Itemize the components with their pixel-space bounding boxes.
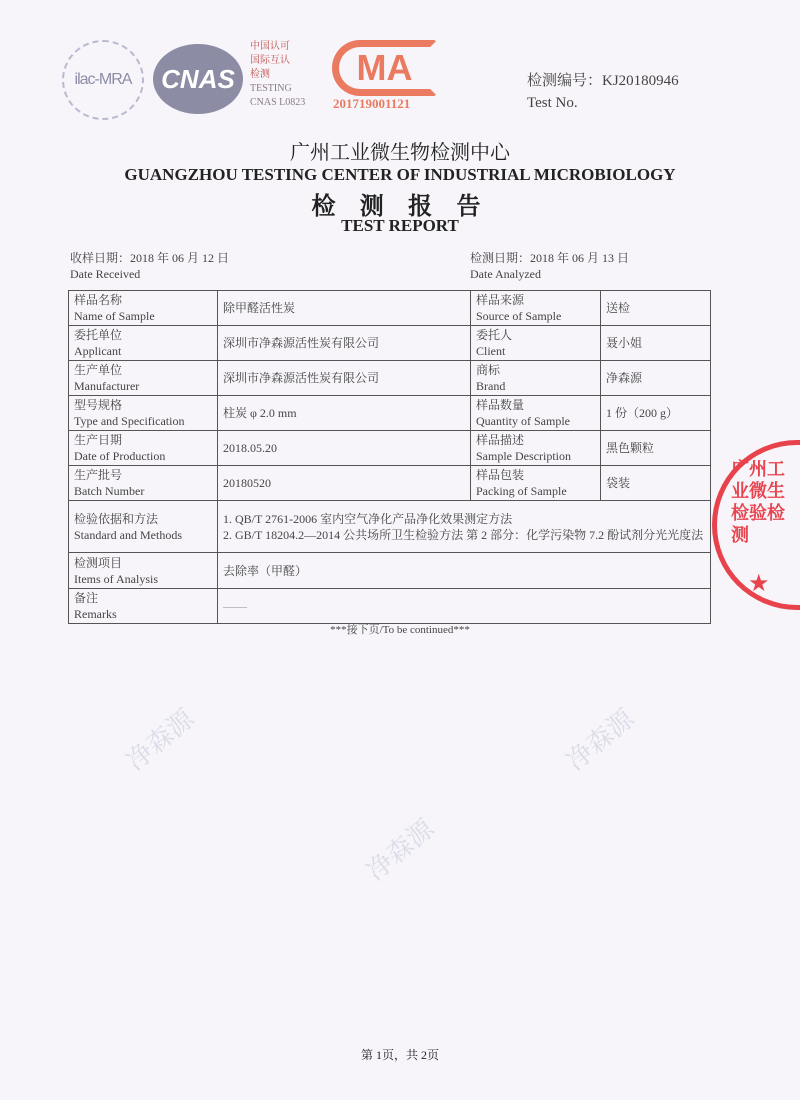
label xyxy=(471,396,601,431)
label-cn: 样品来源 xyxy=(476,293,525,307)
page-footer: 第 1页，共 2页 xyxy=(360,1048,439,1062)
star-icon: ★ xyxy=(748,571,770,597)
label-cn: 检验依据和方法 xyxy=(74,511,159,526)
table-row xyxy=(69,466,711,501)
cma-logo: MA xyxy=(332,40,437,96)
label-en: Type and Specification xyxy=(74,414,185,428)
label xyxy=(69,326,218,361)
cnas-logo: CNAS xyxy=(153,44,243,114)
test-no-en: Test No. xyxy=(527,95,578,111)
test-no-cn: 检测编号：KJ20180946 xyxy=(527,73,679,89)
value: —— xyxy=(218,589,711,624)
org-name-cn: 广州工业微生物检测中心 xyxy=(290,140,510,164)
table-row xyxy=(69,291,711,326)
label-cn: 生产批号 xyxy=(74,468,123,482)
title-en: TEST REPORT xyxy=(341,216,459,235)
label xyxy=(471,361,601,396)
label xyxy=(471,466,601,501)
ilac-mra-logo: ilac-MRA xyxy=(62,40,144,120)
label-en: Name of Sample xyxy=(74,309,155,323)
label xyxy=(69,431,218,466)
label-en: Applicant xyxy=(74,344,122,358)
date-received xyxy=(70,250,229,282)
label xyxy=(69,553,218,589)
date-analyzed-cn: 检测日期：2018 年 06 月 13 日 xyxy=(470,251,630,265)
label xyxy=(69,589,218,624)
label-cn: 委托单位 xyxy=(74,328,123,342)
value: 除甲醛活性炭 xyxy=(218,291,471,326)
continued-note: ***接下页/To be continued*** xyxy=(330,624,470,636)
label-cn: 检测项目 xyxy=(74,555,123,570)
date-analyzed-en: Date Analyzed xyxy=(470,267,541,281)
label-cn: 生产日期 xyxy=(74,433,123,447)
label xyxy=(69,466,218,501)
value: 送检 xyxy=(601,291,711,326)
cma-number: 201719001121 xyxy=(333,96,411,111)
official-seal: 广州工业微生 检验检测 xyxy=(712,440,800,610)
method-item: 1. QB/T 2761-2006 室内空气净化产品净化效果测定方法 xyxy=(223,511,513,526)
label xyxy=(69,361,218,396)
value: 黑色颗粒 xyxy=(601,431,711,466)
value: 深圳市净森源活性炭有限公司 xyxy=(218,326,471,361)
label-cn: 委托人 xyxy=(476,328,513,342)
cnas-line: 检测 xyxy=(250,69,270,80)
label-en: Packing of Sample xyxy=(476,484,567,498)
label-cn: 样品名称 xyxy=(74,293,123,307)
label-cn: 样品数量 xyxy=(476,398,525,412)
date-received-en: Date Received xyxy=(70,267,141,281)
label-en: Standard and Methods xyxy=(74,527,182,542)
cnas-line: CNAS L0823 xyxy=(250,97,306,108)
label-cn: 备注 xyxy=(74,591,99,605)
method-item: 2. GB/T 18204.2—2014 公共场所卫生检验方法 第 2 部分：化学污染物 7.2 酚试剂分光光度法 xyxy=(223,527,704,542)
label-en: Manufacturer xyxy=(74,379,140,393)
label xyxy=(69,396,218,431)
table-row-remarks xyxy=(69,589,711,624)
table-row xyxy=(69,361,711,396)
value: 柱炭 φ 2.0 mm xyxy=(218,396,471,431)
label-en: Sample Description xyxy=(476,449,571,463)
watermark: 净森源 xyxy=(121,703,201,777)
cnas-text xyxy=(250,40,305,110)
table-row-methods xyxy=(69,501,711,553)
table-row xyxy=(69,396,711,431)
title-cn: 检 测 报 告 xyxy=(311,192,489,220)
cnas-line: 国际互认 xyxy=(250,55,290,66)
label-cn: 型号规格 xyxy=(74,398,123,412)
watermark: 净森源 xyxy=(361,813,441,887)
label-en: Source of Sample xyxy=(476,309,562,323)
report-table xyxy=(68,290,711,624)
value: 去除率（甲醛） xyxy=(218,553,711,589)
test-number xyxy=(527,70,679,114)
value: 20180520 xyxy=(218,466,471,501)
label-cn: 商标 xyxy=(476,363,501,377)
value: 2018.05.20 xyxy=(218,431,471,466)
value: 1 份（200 g） xyxy=(601,396,711,431)
label-cn: 样品描述 xyxy=(476,433,525,447)
label-cn: 样品包装 xyxy=(476,468,525,482)
date-analyzed xyxy=(470,250,629,282)
table-row xyxy=(69,431,711,466)
value: 深圳市净森源活性炭有限公司 xyxy=(218,361,471,396)
label-en: Client xyxy=(476,344,506,358)
cnas-line: TESTING xyxy=(250,83,292,94)
value xyxy=(218,501,711,553)
label-en: Brand xyxy=(476,379,506,393)
label-cn: 生产单位 xyxy=(74,363,123,377)
table-row-items xyxy=(69,553,711,589)
watermark: 净森源 xyxy=(561,703,641,777)
label-en: Date of Production xyxy=(74,449,166,463)
label xyxy=(69,291,218,326)
label-en: Items of Analysis xyxy=(74,571,158,586)
value: 聂小姐 xyxy=(601,326,711,361)
label xyxy=(471,291,601,326)
org-name-en: GUANGZHOU TESTING CENTER OF INDUSTRIAL MICROBIOLOGY xyxy=(124,165,676,184)
label-en: Remarks xyxy=(74,607,117,621)
value: 袋装 xyxy=(601,466,711,501)
date-received-cn: 收样日期：2018 年 06 月 12 日 xyxy=(70,251,230,265)
label-en: Batch Number xyxy=(74,484,145,498)
label xyxy=(69,501,218,553)
label xyxy=(471,431,601,466)
value: 净森源 xyxy=(601,361,711,396)
label-en: Quantity of Sample xyxy=(476,414,570,428)
cnas-line: 中国认可 xyxy=(250,41,290,52)
label xyxy=(471,326,601,361)
table-row xyxy=(69,326,711,361)
